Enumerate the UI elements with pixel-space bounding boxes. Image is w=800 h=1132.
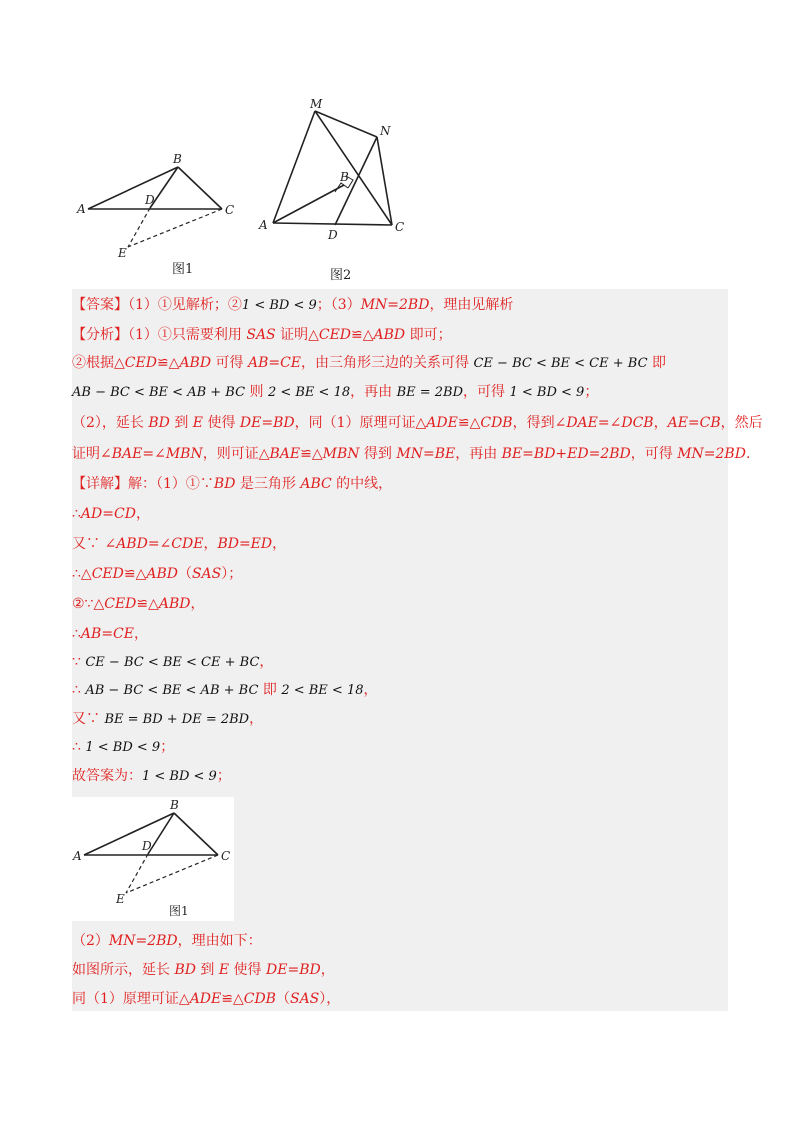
detail-line-3: 又∵ ∠ABD=∠CDE，BD=ED， (72, 536, 287, 552)
analysis-line-4: （2），延长 BD 到 E 使得 DE=BD，同（1）原理可证△ADE≌△CDB，得到∠DAE=∠DCB，AE=CB，然后 (72, 415, 763, 431)
figure-2-drawing (255, 95, 415, 245)
figure-1-drawing (72, 150, 242, 265)
detail-line-1: 【详解】解：（1）①∵BD 是三角形 ABC 的中线， (72, 476, 393, 492)
fig1-label-c: C (225, 203, 235, 217)
detail-line-10: ∴ 1 < BD < 9； (72, 739, 175, 755)
fig1r-label-c: C (221, 849, 231, 863)
fig2-label-m: M (310, 97, 323, 111)
fig1-label-a: A (77, 202, 86, 216)
analysis-line-1: 【分析】（1）①只需要利用 SAS 证明△CED≌△ABD 即可； (72, 327, 452, 343)
figure-2-caption: 图2 (330, 268, 352, 283)
analysis-line-5: 证明∠BAE=∠MBN，则可证△BAE≌△MBN 得到 MN=BE，再由 BE=BD+ED=2BD，可得 MN=2BD. (72, 446, 751, 462)
fig2-label-b: B (340, 170, 349, 184)
figure-2 (255, 95, 415, 245)
fig1r-caption: 图1 (169, 904, 189, 918)
detail-line-5: ②∵△CED≌△ABD， (72, 596, 205, 612)
fig2-label-n: N (380, 124, 391, 138)
detail-line-13: 如图所示，延长 BD 到 E 使得 DE=BD， (72, 962, 335, 978)
figure-1 (72, 150, 242, 265)
detail-line-12: （2）MN=2BD，理由如下： (72, 933, 262, 949)
fig1r-label-b: B (170, 798, 179, 812)
analysis-line-2: ②根据△CED≌△ABD 可得 AB=CE，由三角形三边的关系可得 CE − BC < BE < CE + BC 即 (72, 355, 666, 371)
detail-tag: 【详解】 (72, 476, 128, 492)
figure-1-caption: 图1 (172, 262, 194, 277)
analysis-tag: 【分析】 (72, 327, 128, 343)
fig2-label-c: C (395, 220, 405, 234)
detail-line-4: ∴△CED≌△ABD（SAS）； (72, 566, 243, 582)
fig1-label-b: B (173, 152, 182, 166)
detail-line-8: ∴ AB − BC < BE < AB + BC 即 2 < BE < 18， (72, 682, 378, 698)
detail-line-14: 同（1）原理可证△ADE≌△CDB（SAS）， (72, 991, 341, 1007)
fig1r-label-d: D (142, 839, 152, 853)
detail-line-6: ∴AB=CE， (72, 626, 148, 642)
detail-line-11: 故答案为：1 < BD < 9； (72, 768, 231, 784)
fig2-label-a: A (259, 218, 268, 232)
fig1-label-d: D (145, 193, 155, 207)
figure-1-repeat-drawing (72, 797, 234, 921)
fig1r-label-e: E (116, 892, 125, 906)
answer-tag: 【答案】 (72, 297, 128, 313)
detail-line-2: ∴AD=CD， (72, 506, 150, 522)
detail-line-9: 又∵ BE = BD + DE = 2BD， (72, 711, 264, 727)
fig2-label-d: D (328, 228, 338, 242)
analysis-line-3: AB − BC < BE < AB + BC 则 2 < BE < 18，再由 BE = 2BD，可得 1 < BD < 9； (72, 384, 599, 400)
fig1r-label-a: A (73, 849, 82, 863)
fig1-label-e: E (118, 246, 127, 260)
solution-panel (72, 289, 763, 1011)
detail-line-7: ∵ CE − BC < BE < CE + BC， (72, 654, 274, 670)
answer-line: 【答案】（1）①见解析；②1 < BD < 9；（3）MN=2BD，理由见解析 (72, 297, 514, 313)
figure-1-repeat (72, 797, 234, 921)
